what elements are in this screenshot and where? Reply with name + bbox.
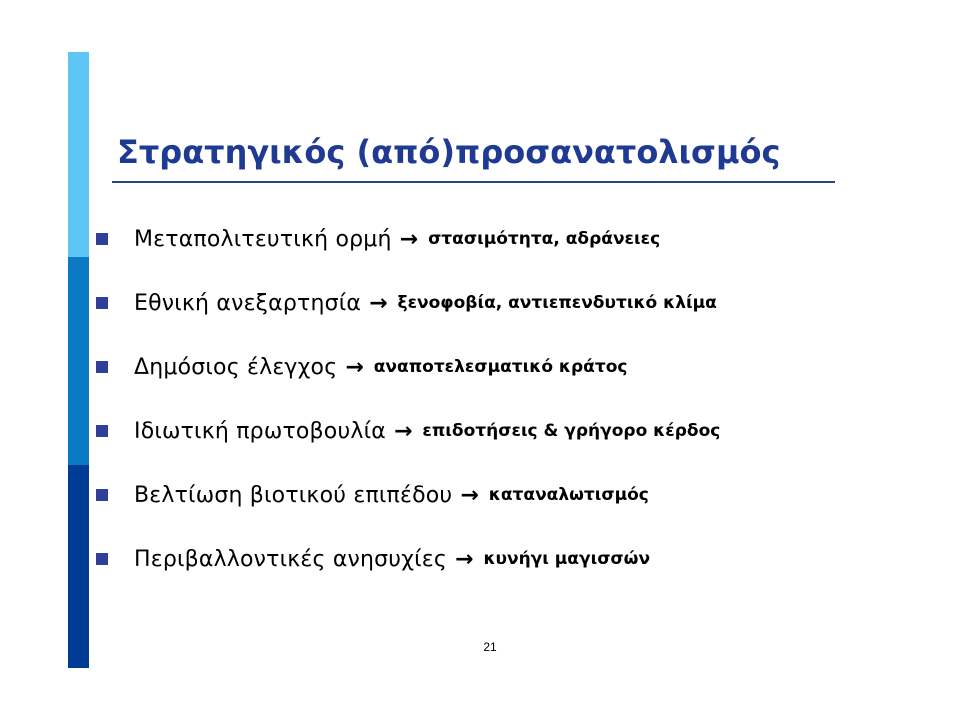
bullet-item — [96, 463, 936, 527]
square-bullet-icon — [96, 233, 108, 245]
slide-title: Στρατηγικός (από)προσανατολισμός — [117, 133, 781, 171]
bullet-result-text: επιδοτήσεις & γρήγορο κέρδος — [422, 421, 721, 441]
page-number: 21 — [483, 640, 497, 654]
side-bar-mid-segment — [68, 257, 89, 465]
square-bullet-icon — [96, 297, 108, 309]
arrow-right-icon: → — [460, 482, 479, 508]
arrow-right-icon: → — [345, 354, 364, 380]
bullet-item — [96, 207, 936, 271]
bullet-result-text: κυνήγι μαγισσών — [483, 549, 651, 569]
bullet-result-text: ξενοφοβία, αντιεπενδυτικό κλίμα — [397, 293, 717, 313]
arrow-right-icon: → — [455, 546, 474, 572]
bullet-lead-text: Δημόσιος έλεγχος — [134, 354, 338, 380]
bullet-item — [96, 271, 936, 335]
bullet-item — [96, 399, 936, 463]
bullet-item — [96, 527, 936, 591]
arrow-right-icon: → — [393, 418, 413, 444]
square-bullet-icon — [96, 361, 108, 373]
bullet-result-text: στασιμότητα, αδράνειες — [428, 229, 661, 249]
square-bullet-icon — [96, 425, 108, 437]
arrow-right-icon: → — [369, 290, 388, 316]
square-bullet-icon — [96, 553, 108, 565]
title-underline — [112, 181, 835, 183]
bullet-result-text: καταναλωτισμός — [488, 485, 649, 505]
bullet-item — [96, 335, 936, 399]
bullet-lead-text: Εθνική ανεξαρτησία — [134, 290, 362, 316]
bullet-result-text: αναποτελεσματικό κράτος — [373, 357, 628, 377]
bullet-lead-text: Μεταπολιτευτική ορμή — [134, 226, 392, 252]
side-bar-light-segment — [68, 52, 89, 257]
square-bullet-icon — [96, 489, 108, 501]
side-bar-dark-segment — [68, 465, 89, 668]
bullet-lead-text: Ιδιωτική πρωτοβουλία — [134, 418, 386, 444]
bullet-list — [96, 207, 936, 591]
arrow-right-icon: → — [399, 226, 419, 252]
bullet-lead-text: Περιβαλλοντικές ανησυχίες — [134, 546, 447, 572]
bullet-lead-text: Βελτίωση βιοτικού επιπέδου — [134, 482, 453, 508]
